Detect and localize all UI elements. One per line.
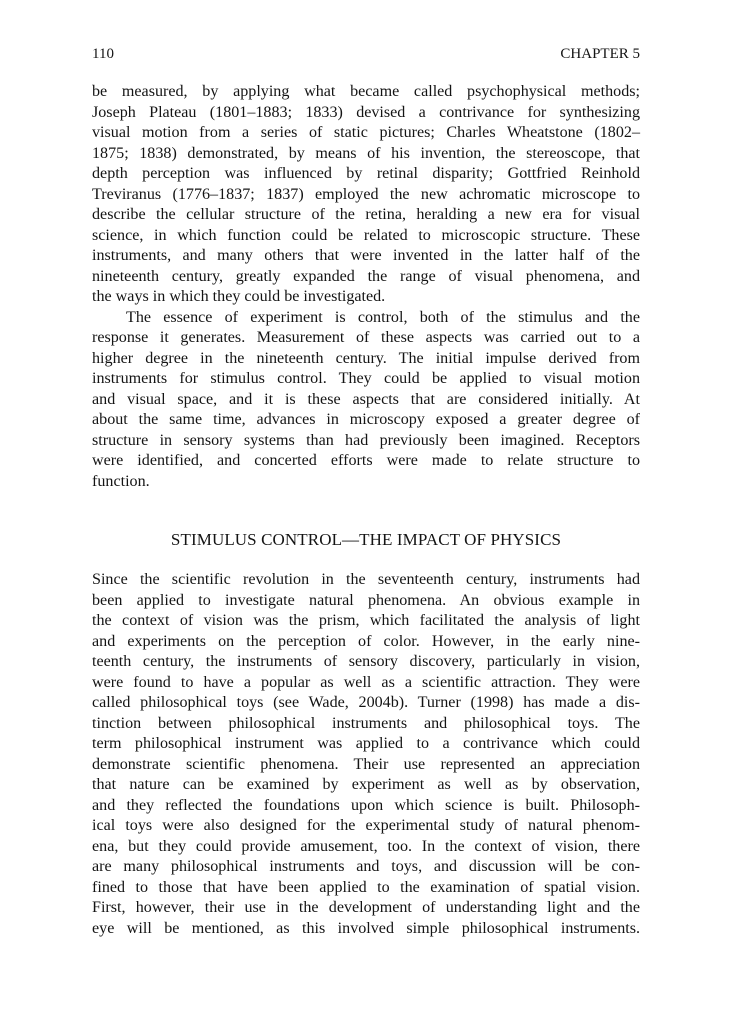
text-line: teenth century, the instruments of sensory discovery, particularly in vision, (92, 653, 640, 670)
text-line: and visual space, and it is these aspects that are considered initially. At (92, 390, 640, 408)
text-line: visual motion from a series of static pictures; Charles Wheatstone (1802– (92, 124, 640, 141)
text-line: tinction between philosophical instruments and philosophical toys. The (92, 714, 640, 732)
text-line: response it generates. Measurement of these aspects was carried out to a (92, 329, 640, 346)
text-line: 1875; 1838) demonstrated, by means of his invention, the stereoscope, that (92, 144, 640, 162)
paragraph-essence-of-experiment (92, 308, 640, 493)
text-line: Treviranus (1776–1837; 1837) employed the new achromatic microscope to (92, 185, 640, 203)
page-number: 110 (92, 46, 114, 62)
text-line: are many philosophical instruments and toys, and discussion will be con- (92, 858, 640, 875)
text-line: science, in which function could be related to microscopic structure. These (92, 226, 640, 244)
text-line: and experiments on the perception of color. However, in the early nine- (92, 632, 640, 650)
text-line: and they reflected the foundations upon which science is built. Philosoph- (92, 796, 640, 814)
running-head (92, 44, 640, 64)
text-line: fined to those that have been applied to the examination of spatial vision. (92, 878, 640, 896)
text-line: ena, but they could provide amusement, too. In the context of vision, there (92, 837, 640, 855)
body-text-section (92, 570, 640, 939)
text-line: were found to have a popular as well as a scientific attraction. They were (92, 673, 640, 691)
chapter-label: CHAPTER 5 (560, 46, 640, 62)
body-text-top (92, 82, 640, 492)
text-line: term philosophical instrument was applied to a contrivance which could (92, 735, 640, 752)
paragraph-scientific-revolution (92, 570, 640, 939)
text-line: called philosophical toys (see Wade, 2004b). Turner (1998) has made a dis- (92, 694, 640, 711)
text-line: Joseph Plateau (1801–1883; 1833) devised a contrivance for synthesizing (92, 103, 640, 121)
text-line: eye will be mentioned, as this involved simple philosophical instruments. (92, 919, 640, 937)
text-line: depth perception was influenced by retinal disparity; Gottfried Reinhold (92, 165, 640, 182)
text-line: describe the cellular structure of the retina, heralding a new era for visual (92, 206, 640, 223)
text-line: function. (92, 472, 150, 490)
text-line: First, however, their use in the development of understanding light and the (92, 899, 640, 916)
book-page (92, 0, 640, 1024)
text-line: been applied to investigate natural phenomena. An obvious example in (92, 591, 640, 609)
text-line: the ways in which they could be investigated. (92, 288, 386, 305)
text-line: about the same time, advances in microscopy exposed a greater degree of (92, 411, 640, 428)
text-line: ical toys were also designed for the experimental study of natural phenom- (92, 817, 640, 834)
text-line: nineteenth century, greatly expanded the range of visual phenomena, and (92, 267, 640, 285)
text-line: the context of vision was the prism, which facilitated the analysis of light (92, 612, 640, 629)
text-line: demonstrate scientific phenomena. Their use represented an appreciation (92, 755, 640, 773)
text-line: instruments, and many others that were invented in the latter half of the (92, 247, 640, 264)
text-line: were identified, and concerted efforts were made to relate structure to (92, 452, 640, 469)
text-line: be measured, by applying what became called psychophysical methods; (92, 83, 640, 100)
text-line: that nature can be examined by experiment as well as by observation, (92, 776, 640, 793)
text-line: higher degree in the nineteenth century. The initial impulse derived from (92, 349, 640, 367)
text-line: structure in sensory systems than had previously been imagined. Receptors (92, 431, 640, 449)
text-line: instruments for stimulus control. They could be applied to visual motion (92, 370, 640, 387)
paragraph-continued (92, 82, 640, 308)
text-line: The essence of experiment is control, both of the stimulus and the (126, 308, 640, 326)
text-line: Since the scientific revolution in the seventeenth century, instruments had (92, 571, 640, 588)
section-heading: STIMULUS CONTROL—THE IMPACT OF PHYSICS (170, 530, 562, 549)
